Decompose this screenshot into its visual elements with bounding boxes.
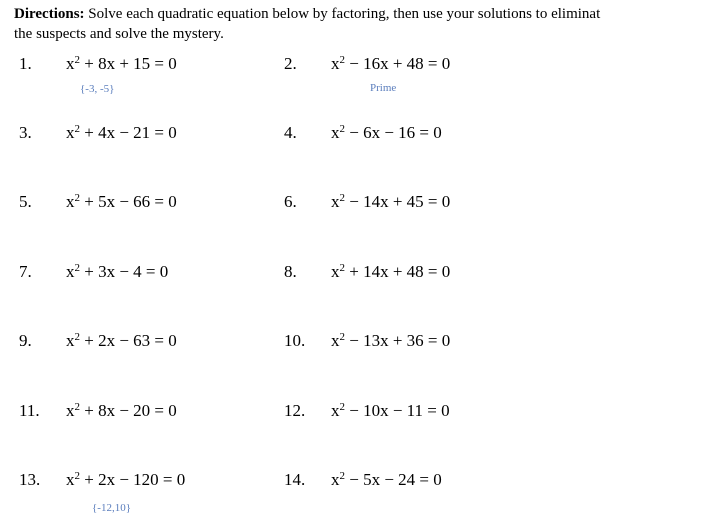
equation: [66, 52, 177, 76]
exponent: 2: [74, 191, 80, 204]
equation: [66, 329, 177, 353]
exponent: 2: [339, 261, 345, 274]
equation-rest: − 6x − 16 = 0: [345, 123, 442, 142]
equation: [66, 190, 177, 214]
equation: [66, 121, 177, 145]
problem-number: 6.: [284, 192, 297, 211]
answer-1: {-3, -5}: [80, 83, 115, 95]
directions: [14, 4, 709, 44]
equation-rest: + 8x + 15 = 0: [80, 54, 177, 73]
problem-number: 7.: [19, 262, 32, 281]
variable: x: [331, 123, 340, 142]
equation: [331, 190, 450, 214]
directions-text-2: the suspects and solve the mystery.: [14, 26, 224, 42]
exponent: 2: [74, 261, 80, 274]
equation: [331, 260, 450, 284]
variable: x: [66, 331, 75, 350]
equation-rest: + 2x − 120 = 0: [80, 470, 186, 489]
exponent: 2: [74, 53, 80, 66]
problem-number: 8.: [284, 262, 297, 281]
exponent: 2: [339, 400, 345, 413]
equation: [331, 468, 442, 492]
variable: x: [66, 192, 75, 211]
equation-rest: + 5x − 66 = 0: [80, 192, 177, 211]
equation: [66, 468, 185, 492]
equation: [66, 260, 168, 284]
variable: x: [66, 262, 75, 281]
exponent: 2: [74, 400, 80, 413]
problem-number: 2.: [284, 54, 297, 73]
equation-rest: − 5x − 24 = 0: [345, 470, 442, 489]
variable: x: [66, 401, 75, 420]
exponent: 2: [74, 469, 80, 482]
problem-number: 13.: [19, 470, 41, 489]
variable: x: [331, 470, 340, 489]
equation: [331, 329, 450, 353]
variable: x: [331, 331, 340, 350]
equation-rest: − 14x + 45 = 0: [345, 192, 451, 211]
problem-number: 9.: [19, 331, 32, 350]
variable: x: [66, 54, 75, 73]
exponent: 2: [339, 191, 345, 204]
directions-text-1: Solve each quadratic equation below by factoring, then use your solutions to eliminat: [84, 6, 601, 22]
variable: x: [66, 123, 75, 142]
equation-rest: − 16x + 48 = 0: [345, 54, 451, 73]
directions-label: Directions:: [14, 6, 85, 22]
equation-rest: + 3x − 4 = 0: [80, 262, 169, 281]
variable: x: [331, 262, 340, 281]
equation: [331, 121, 442, 145]
exponent: 2: [74, 330, 80, 343]
exponent: 2: [339, 53, 345, 66]
variable: x: [66, 470, 75, 489]
exponent: 2: [339, 122, 345, 135]
equation-rest: + 4x − 21 = 0: [80, 123, 177, 142]
equation: [66, 399, 177, 423]
answer-13: {-12,10}: [92, 502, 131, 514]
problem-number: 1.: [19, 54, 32, 73]
equation-rest: − 10x − 11 = 0: [345, 401, 450, 420]
equation: [331, 399, 450, 423]
equation-rest: − 13x + 36 = 0: [345, 331, 451, 350]
exponent: 2: [339, 330, 345, 343]
directions-line-1: [14, 4, 709, 24]
problem-number: 12.: [284, 401, 306, 420]
exponent: 2: [339, 469, 345, 482]
exponent: 2: [74, 122, 80, 135]
problem-number: 5.: [19, 192, 32, 211]
equation-rest: + 2x − 63 = 0: [80, 331, 177, 350]
equation: [331, 52, 450, 76]
problem-number: 11.: [19, 401, 40, 420]
problem-number: 14.: [284, 470, 306, 489]
problem-number: 3.: [19, 123, 32, 142]
variable: x: [331, 192, 340, 211]
equation-rest: + 14x + 48 = 0: [345, 262, 451, 281]
problem-number: 4.: [284, 123, 297, 142]
equation-rest: + 8x − 20 = 0: [80, 401, 177, 420]
variable: x: [331, 401, 340, 420]
answer-2: Prime: [370, 82, 397, 94]
problem-number: 10.: [284, 331, 306, 350]
variable: x: [331, 54, 340, 73]
